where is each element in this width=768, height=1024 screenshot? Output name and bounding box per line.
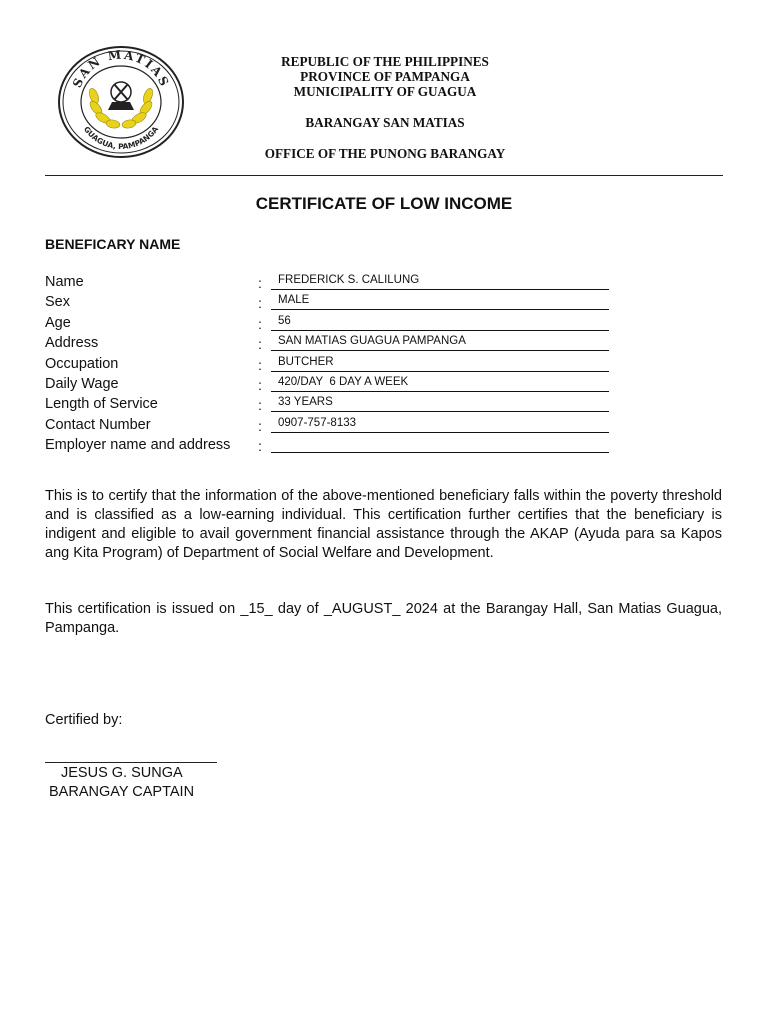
header-barangay: BARANGAY SAN MATIAS [305, 115, 465, 130]
field-row-age [45, 313, 645, 333]
field-label: Age [45, 314, 71, 331]
field-value-daily-wage: 420/DAY 6 DAY A WEEK [271, 374, 609, 392]
field-row-employer [45, 435, 645, 455]
field-row-sex [45, 292, 645, 312]
certification-paragraph: This is to certify that the information of the above-mentioned beneficiary falls within the poverty threshold and is classified as a low-earning individual. This certification further certifies that the beneficiary is indigent and eligible to avail government financial assistance through the AKAP (Ayuda para sa Kapos ang Kita Program) of Department of Social Welfare and Development. [45, 488, 722, 561]
field-colon: : [258, 275, 262, 291]
signatory-name: JESUS G. SUNGA [61, 765, 183, 781]
header-office: OFFICE OF THE PUNONG BARANGAY [264, 146, 506, 161]
field-colon: : [258, 417, 262, 434]
signature-line [45, 762, 217, 763]
field-value-employer [271, 435, 609, 453]
field-row-address [45, 333, 645, 353]
header-province: PROVINCE OF PAMPANGA [300, 69, 470, 84]
field-value-name: FREDERICK S. CALILUNG [271, 272, 609, 290]
issued-mid: day of [272, 601, 324, 617]
document-title: CERTIFICATE OF LOW INCOME [255, 194, 513, 213]
field-colon: : [258, 295, 262, 312]
field-colon: : [258, 376, 262, 393]
field-label: Length of Service [45, 396, 158, 413]
certified-by-label: Certified by: [45, 712, 123, 728]
field-value-address: SAN MATIAS GUAGUA PAMPANGA [271, 333, 609, 351]
header-divider [45, 175, 723, 176]
field-value-occupation: BUTCHER [271, 354, 609, 372]
field-label: Sex [45, 294, 70, 311]
barangay-seal-icon [56, 44, 186, 160]
header-municipality: MUNICIPALITY OF GUAGUA [293, 84, 477, 99]
field-value-sex: MALE [271, 292, 609, 310]
field-colon: : [258, 356, 262, 373]
field-value-length-of-service: 33 YEARS [271, 394, 609, 412]
field-label: Employer name and address [45, 437, 231, 454]
field-colon: : [258, 397, 262, 414]
field-value-age: 56 [271, 313, 609, 331]
seal-top-text: SAN MATIAS [69, 47, 173, 90]
letterhead [200, 54, 570, 161]
seal-bottom-text: GUAGUA, PAMPANGA [81, 124, 161, 152]
field-row-daily-wage [45, 374, 645, 394]
field-label: Address [45, 335, 99, 352]
field-row-name [45, 272, 645, 292]
field-colon: : [258, 336, 262, 353]
field-row-occupation [45, 354, 645, 374]
field-label: Occupation [45, 355, 119, 372]
field-colon: : [258, 315, 262, 332]
signatory-title: BARANGAY CAPTAIN [49, 784, 195, 800]
field-colon: : [258, 438, 262, 455]
issued-prefix: This certification is issued on [45, 601, 241, 617]
section-heading: BENEFICARY NAME [45, 236, 181, 252]
field-label: Contact Number [45, 416, 151, 433]
beneficiary-fields [45, 272, 645, 456]
issued-day: _15_ [240, 601, 273, 617]
header-republic: REPUBLIC OF THE PHILIPPINES [281, 54, 489, 69]
issued-suffix: 2024 at the Barangay Hall, San Matias Guagua, Pampanga. [45, 601, 722, 636]
field-value-contact-number: 0907-757-8133 [271, 415, 609, 433]
issued-month: _AUGUST_ [323, 601, 401, 617]
field-row-contact-number [45, 415, 645, 435]
issuance-paragraph [45, 600, 722, 638]
field-label: Daily Wage [45, 375, 119, 392]
field-label: Name [45, 274, 84, 290]
field-row-length-of-service [45, 394, 645, 414]
